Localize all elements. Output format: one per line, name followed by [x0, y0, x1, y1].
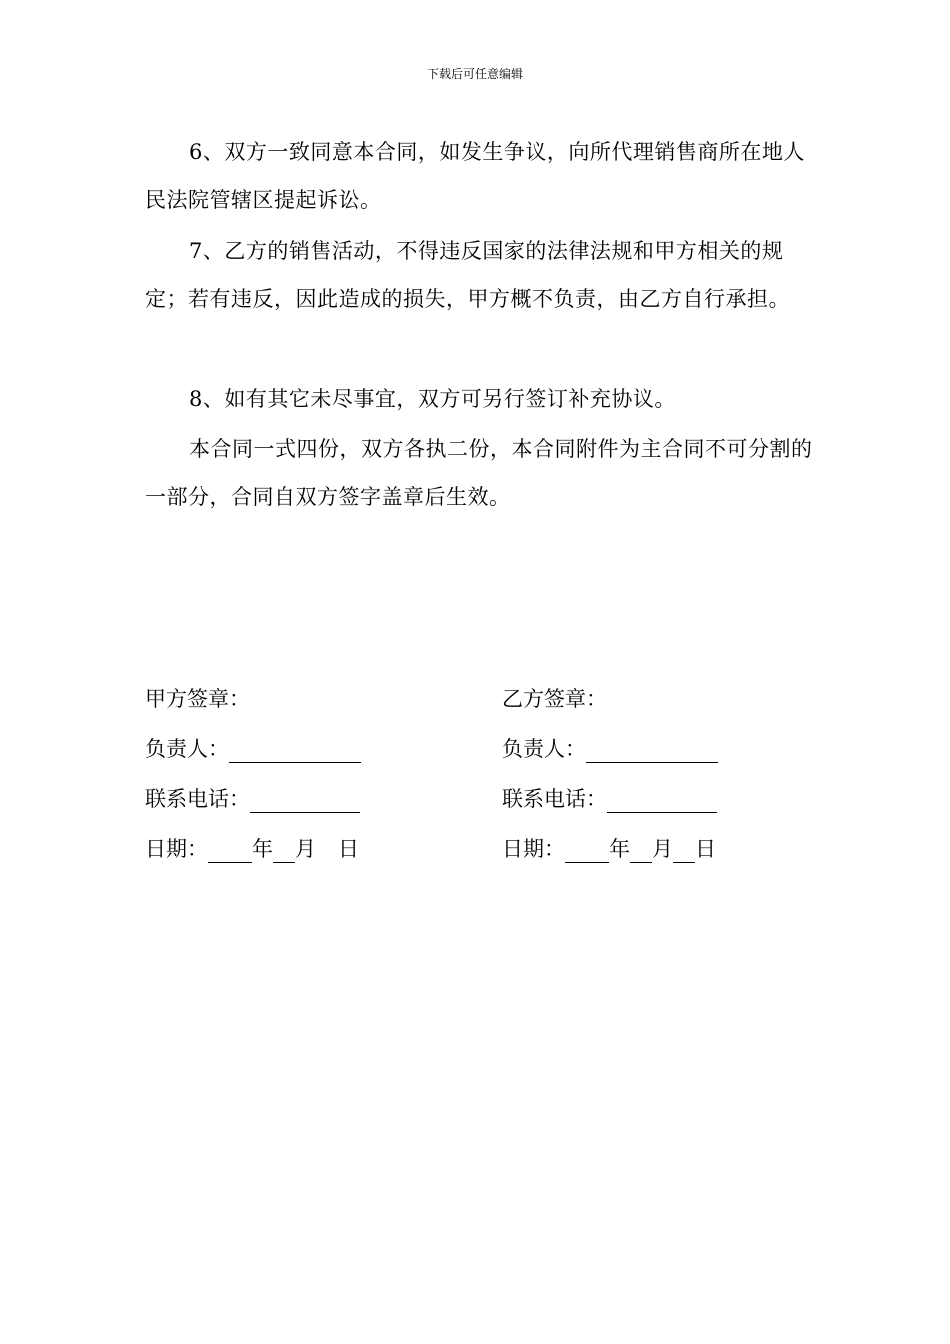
party-a-day-unit: 日: [338, 837, 359, 861]
party-b-phone-row: [502, 785, 717, 813]
page-header: 下载后可任意编辑: [426, 67, 523, 81]
party-b-month-blank[interactable]: [630, 840, 652, 863]
party-b-person-row: [502, 735, 718, 763]
party-a-year-blank[interactable]: [208, 840, 252, 863]
party-a-phone-row: [145, 785, 360, 813]
party-b-date-row: [502, 835, 716, 863]
party-b-month-unit: 月: [652, 837, 673, 861]
party-b-person-label: 负责人：: [502, 737, 586, 761]
party-b-date-label: 日期：: [502, 837, 565, 861]
party-a-person-blank[interactable]: [229, 740, 361, 763]
party-a-year-unit: 年: [252, 837, 273, 861]
party-a-phone-blank[interactable]: [250, 790, 360, 813]
party-b-phone-label: 联系电话：: [502, 787, 607, 811]
party-b-seal-label: 乙方签章：: [502, 687, 607, 711]
clause-8: 8、如有其它未尽事宜，双方可另行签订补充协议。: [189, 387, 676, 411]
party-a-phone-label: 联系电话：: [145, 787, 250, 811]
party-a-person-row: [145, 735, 361, 763]
party-a-person-label: 负责人：: [145, 737, 229, 761]
clause-7: 7、乙方的销售活动，不得违反国家的法律法规和甲方相关的规定；若有违反，因此造成的损失，甲方概不负责，由乙方自行承担。: [145, 239, 790, 311]
party-a-month-unit: 月: [295, 837, 316, 861]
clause-6: 6、双方一致同意本合同，如发生争议，向所代理销售商所在地人民法院管辖区提起诉讼。: [145, 140, 805, 212]
party-b-year-unit: 年: [609, 837, 630, 861]
party-a-seal-label: 甲方签章：: [145, 687, 250, 711]
party-b-person-blank[interactable]: [586, 740, 718, 763]
party-a-date-row: [145, 835, 359, 863]
party-b-year-blank[interactable]: [565, 840, 609, 863]
closing-clause: 本合同一式四份，双方各执二份，本合同附件为主合同不可分割的一部分，合同自双方签字盖章后生效。: [145, 437, 813, 509]
party-b-day-blank[interactable]: [673, 840, 695, 863]
party-a-month-blank[interactable]: [273, 840, 295, 863]
party-b-phone-blank[interactable]: [607, 790, 717, 813]
party-b-day-unit: 日: [695, 837, 716, 861]
party-a-date-label: 日期：: [145, 837, 208, 861]
